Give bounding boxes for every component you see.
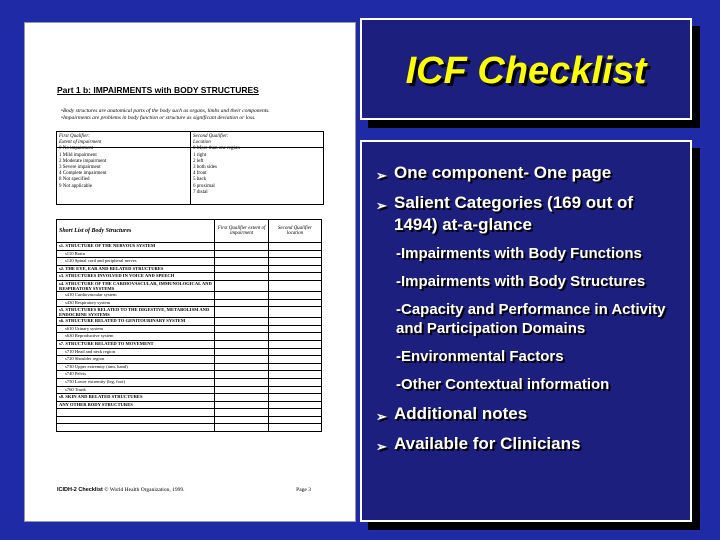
table-row xyxy=(57,348,322,356)
qualifier-item: 1 Mild impairment xyxy=(59,152,97,158)
doc-footer-left xyxy=(57,487,184,493)
arrow-right-icon: ➢ xyxy=(376,168,387,183)
bullet-text: -Capacity and Performance in Activity and Participation Domains xyxy=(396,301,666,337)
table-row xyxy=(57,325,322,333)
bullet-text: One component- One page xyxy=(394,163,612,182)
table-cell-qualifier xyxy=(268,333,321,341)
table-cell-qualifier xyxy=(215,424,268,432)
table-cell-structure: s5. STRUCTURES RELATED TO THE DIGESTIVE, METABOLISM AND ENDOCRINE SYSTEMS xyxy=(57,307,215,318)
table-cell-qualifier xyxy=(268,265,321,273)
table-cell-qualifier xyxy=(215,307,268,318)
sub-bullet-item xyxy=(376,300,680,338)
table-row xyxy=(57,291,322,299)
bullet-text: Salient Categories (169 out of 1494) at-a-glance xyxy=(394,193,633,234)
table-cell-structure: s4. STRUCTURE OF THE CARDIOVASCULAR, IMMUNOLOGICAL AND RESPIRATORY SYSTEMS xyxy=(57,280,215,291)
bullet-item xyxy=(376,433,680,455)
bullet-text: Available for Clinicians xyxy=(394,434,581,453)
table-row xyxy=(57,386,322,394)
checklist-page-image xyxy=(24,22,356,522)
table-cell-qualifier xyxy=(268,243,321,251)
table-cell-qualifier xyxy=(215,371,268,379)
table-cell-structure: ANY OTHER BODY STRUCTURES xyxy=(57,401,215,409)
bullet-item xyxy=(376,162,680,184)
table-row xyxy=(57,250,322,258)
table-cell-qualifier xyxy=(268,363,321,371)
content-panel xyxy=(360,140,692,522)
table-header-first-qualifier: First Qualifier extent of impairment xyxy=(215,220,268,243)
table-cell-qualifier xyxy=(268,340,321,348)
qualifier-item: 3 Severe impairment xyxy=(59,165,101,171)
table-cell-qualifier xyxy=(268,416,321,424)
second-qualifier-header: Second Qualifier: xyxy=(193,134,229,139)
second-qualifier-column xyxy=(193,134,240,196)
table-row xyxy=(57,416,322,424)
table-cell-qualifier xyxy=(215,340,268,348)
table-cell-structure: s430 Respiratory system xyxy=(57,299,215,307)
table-cell-structure: s7. STRUCTURE RELATED TO MOVEMENT xyxy=(57,340,215,348)
table-cell-structure xyxy=(57,424,215,432)
first-qualifier-column xyxy=(59,134,107,190)
table-cell-qualifier xyxy=(215,348,268,356)
table-row xyxy=(57,243,322,251)
table-cell-structure: s630 Reproductive system xyxy=(57,333,215,341)
table-row xyxy=(57,280,322,291)
table-cell-qualifier xyxy=(215,386,268,394)
sub-bullet-item xyxy=(376,347,680,366)
table-cell-qualifier xyxy=(268,307,321,318)
first-qualifier-header: First Qualifier: xyxy=(59,134,90,139)
table-row xyxy=(57,401,322,409)
bullet-text: -Other Contextual information xyxy=(396,376,610,393)
table-cell-qualifier xyxy=(215,416,268,424)
doc-note: • Body structures are anatomical parts of the body such as organs, limbs and their components. xyxy=(61,108,270,115)
table-cell-structure: s8. SKIN AND RELATED STRUCTURES xyxy=(57,394,215,402)
arrow-right-icon: ➢ xyxy=(376,409,387,424)
table-cell-structure: s6. STRUCTURE RELATED TO GENITOURINARY SYSTEM xyxy=(57,318,215,326)
table-row xyxy=(57,394,322,402)
table-cell-qualifier xyxy=(268,273,321,281)
table-cell-qualifier xyxy=(268,409,321,417)
table-cell-qualifier xyxy=(268,386,321,394)
table-cell-qualifier xyxy=(215,291,268,299)
doc-footer-bold: ICIDH-2 Checklist xyxy=(57,487,103,493)
qualifier-item: 8 Not specified xyxy=(59,177,90,183)
table-cell-structure: s3. STRUCTURES INVOLVED IN VOICE AND SPEECH xyxy=(57,273,215,281)
qualifier-item: 4 front xyxy=(193,171,207,177)
table-cell-qualifier xyxy=(215,243,268,251)
table-cell-structure: s110 Brain xyxy=(57,250,215,258)
table-header-second-qualifier: Second Qualifier location xyxy=(268,220,321,243)
sub-bullet-item xyxy=(376,375,680,394)
table-row xyxy=(57,424,322,432)
table-cell-structure: s720 Shoulder region xyxy=(57,356,215,364)
first-qualifier-items xyxy=(59,146,107,189)
title-panel xyxy=(360,18,692,120)
bullet-item xyxy=(376,192,680,236)
table-cell-qualifier xyxy=(268,401,321,409)
table-row xyxy=(57,307,322,318)
table-cell-structure: s610 Urinary system xyxy=(57,325,215,333)
table-row xyxy=(57,273,322,281)
bullet-text: -Impairments with Body Functions xyxy=(396,245,642,262)
table-row xyxy=(57,299,322,307)
table-row xyxy=(57,363,322,371)
table-cell-structure: s120 Spinal cord and peripheral nerves xyxy=(57,258,215,266)
bullet-text: -Environmental Factors xyxy=(396,348,564,365)
table-cell-qualifier xyxy=(268,318,321,326)
table-cell-structure: s760 Trunk xyxy=(57,386,215,394)
table-cell-qualifier xyxy=(268,291,321,299)
table-row xyxy=(57,340,322,348)
body-structures-table xyxy=(56,219,322,432)
table-cell-qualifier xyxy=(215,299,268,307)
table-cell-structure: s1. STRUCTURE OF THE NERVOUS SYSTEM xyxy=(57,243,215,251)
qualifier-divider xyxy=(190,132,191,204)
arrow-right-icon: ➢ xyxy=(376,198,387,213)
table-cell-qualifier xyxy=(268,356,321,364)
table-cell-qualifier xyxy=(268,299,321,307)
bullet-text: Additional notes xyxy=(394,404,528,423)
doc-footer-copyright: © World Health Organization, 1999. xyxy=(104,487,185,493)
table-cell-qualifier xyxy=(215,325,268,333)
qualifier-item: 3 both sides xyxy=(193,165,217,171)
qualifier-item: 5 back xyxy=(193,177,207,183)
arrow-right-icon: ➢ xyxy=(376,439,387,454)
table-row xyxy=(57,409,322,417)
bullet-item xyxy=(376,403,680,425)
bullet-text: -Impairments with Body Structures xyxy=(396,273,646,290)
table-cell-qualifier xyxy=(268,280,321,291)
table-row xyxy=(57,258,322,266)
table-cell-qualifier xyxy=(215,280,268,291)
table-row xyxy=(57,318,322,326)
table-cell-qualifier xyxy=(268,348,321,356)
table-cell-qualifier xyxy=(215,258,268,266)
qualifier-item: 2 left xyxy=(193,158,204,164)
table-cell-structure xyxy=(57,416,215,424)
doc-notes xyxy=(61,108,270,122)
qualifier-item: 7 distal xyxy=(193,189,208,195)
table-cell-qualifier xyxy=(215,265,268,273)
table-cell-structure: s750 Lower extremity (leg, foot) xyxy=(57,378,215,386)
table-cell-qualifier xyxy=(268,325,321,333)
table-cell-structure: s2. THE EYE, EAR AND RELATED STRUCTURES xyxy=(57,265,215,273)
slide-title: ICF Checklist xyxy=(405,50,647,92)
table-cell-qualifier xyxy=(215,394,268,402)
table-cell-structure: s410 Cardiovascular system xyxy=(57,291,215,299)
qualifier-item: 2 Moderate impairment xyxy=(59,158,107,164)
table-cell-structure: s740 Pelvis xyxy=(57,371,215,379)
second-qualifier-subheader: Location xyxy=(193,140,211,146)
table-cell-qualifier xyxy=(268,378,321,386)
table-cell-qualifier xyxy=(215,378,268,386)
table-cell-qualifier xyxy=(215,356,268,364)
table-cell-qualifier xyxy=(268,371,321,379)
bullet-list xyxy=(376,162,680,463)
table-cell-structure xyxy=(57,409,215,417)
table-row xyxy=(57,265,322,273)
table-cell-qualifier xyxy=(215,318,268,326)
table-cell-structure: s710 Head and neck region xyxy=(57,348,215,356)
table-cell-qualifier xyxy=(215,401,268,409)
table-cell-qualifier xyxy=(215,409,268,417)
table-body xyxy=(57,243,322,432)
qualifier-item: 1 right xyxy=(193,152,207,158)
table-row xyxy=(57,378,322,386)
table-cell-qualifier xyxy=(268,258,321,266)
doc-note: • Impairments are problems in body function or structure as significant deviation or loss. xyxy=(61,115,270,122)
doc-title: Part 1 b: IMPAIRMENTS with BODY STRUCTURES xyxy=(57,85,259,95)
table-header-structures: Short List of Body Structures xyxy=(57,220,215,243)
table-cell-qualifier xyxy=(268,394,321,402)
table-row xyxy=(57,333,322,341)
table-row xyxy=(57,371,322,379)
table-cell-structure: s730 Upper extremity (arm, hand) xyxy=(57,363,215,371)
qualifier-item: 9 Not applicable xyxy=(59,183,93,189)
table-cell-qualifier xyxy=(215,273,268,281)
sub-bullet-item xyxy=(376,244,680,263)
sub-bullet-item xyxy=(376,272,680,291)
qualifier-item: 6 proximal xyxy=(193,183,215,189)
qualifier-box xyxy=(56,131,324,205)
table-cell-qualifier xyxy=(268,424,321,432)
first-qualifier-subheader: Extent of impairment xyxy=(59,140,102,146)
table-cell-qualifier xyxy=(215,250,268,258)
table-cell-qualifier xyxy=(215,333,268,341)
qualifier-item: 4 Complete impairment xyxy=(59,171,107,177)
table-row xyxy=(57,356,322,364)
doc-footer-page: Page 3 xyxy=(296,487,311,493)
table-cell-qualifier xyxy=(268,250,321,258)
qualifier-item: 0 More than one region xyxy=(193,146,240,152)
qualifier-item: 0 No impairment xyxy=(59,146,94,152)
second-qualifier-items xyxy=(193,146,240,196)
table-cell-qualifier xyxy=(215,363,268,371)
